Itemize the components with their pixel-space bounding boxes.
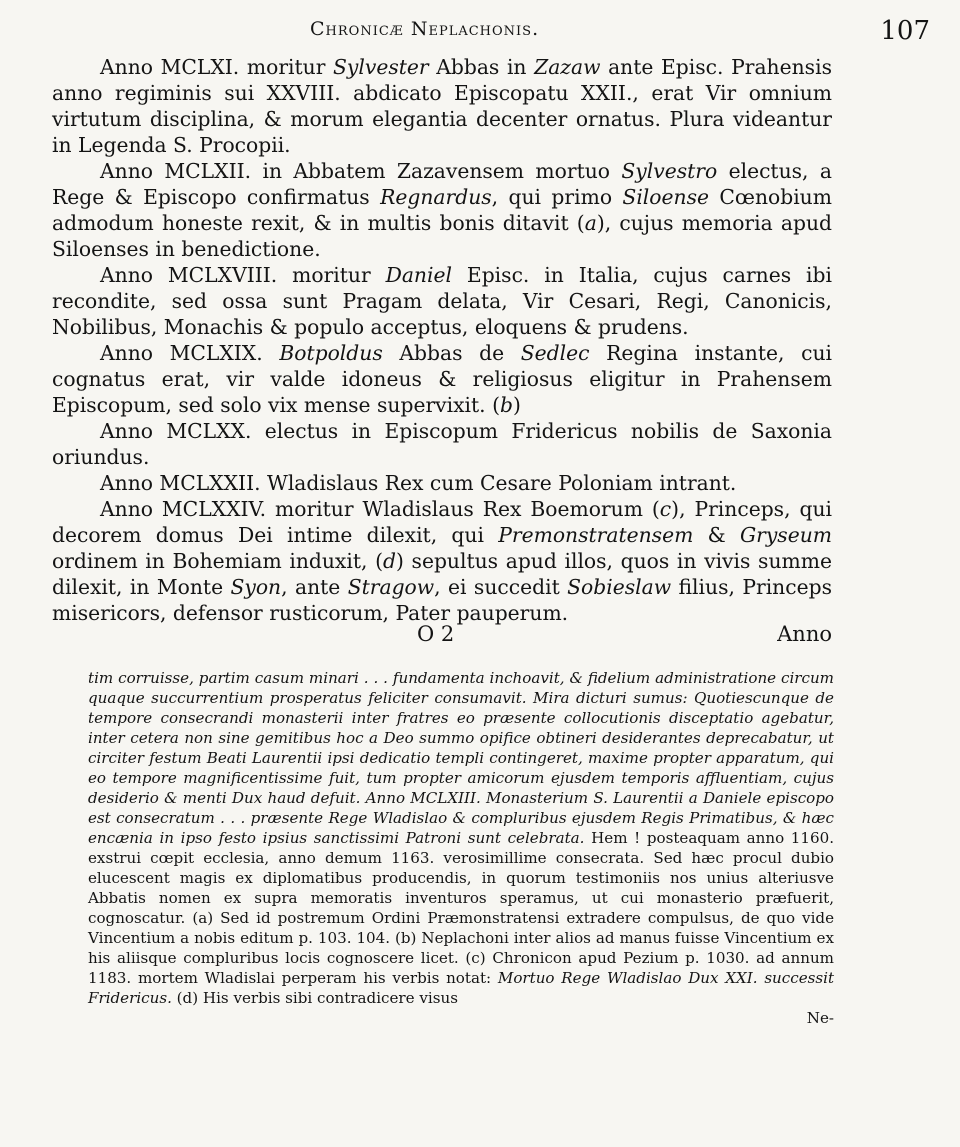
text-run: ante Episc. Prahensis anno regiminis sui XXVIII. abdicato Episcopatu XXII., erat Vir omnium virtutum disciplina, & morum elegantia decenter ornatus. Plura videantur in Legenda S. Procopii.: [52, 55, 832, 157]
italic-run: Gryseum: [739, 523, 832, 547]
italic-run: Daniel: [385, 263, 452, 287]
text-run: ): [512, 393, 521, 417]
text-run: Anno MCLXII. in Abbatem Zazavensem mortuo: [100, 159, 622, 183]
main-text: [52, 54, 832, 626]
running-header: [40, 16, 930, 48]
italic-run: Mortuo Rege Wladislao Dux XXI. successit Fridericus.: [88, 969, 835, 1007]
text-run: ordinem in Bohemiam induxit, (: [52, 549, 383, 573]
italic-run: tim corruisse, partim casum minari . . . fundamenta inchoavit, & fidelium administratione circum quaque succurrentium prosperatus feliciter consumavit. Mira dicturi sumus: Quotiescunque de tempore consecrandi monasterii inter fratres eo præsente collocutionis disceptatio agebatur, inter cetera non sine gemitibus hoc a Deo summo opifice obtineri desiderantes deprecabatur, ut circiter festum Beati Laurentii ipsi dedicatio templi contingeret, maxime propter apparatum, qui eo tempore magnificentissime fuit, tum propter amicorum ejusdem temporis affluentiam, cujus desiderio & menti Dux haud defuit. Anno MCLXIII. Monasterium S. Laurentii a Daniele episcopo est consecratum . . . præsente Rege Wladislao & compluribus ejusdem Regis Primatibus, & hæc encænia in ipso festo ipsius sanctissimi Patroni sunt celebrata.: [88, 669, 834, 847]
annal-entry: [52, 340, 832, 418]
footnotes: [88, 668, 834, 1028]
text-run: Anno MCLXI. moritur: [100, 55, 334, 79]
italic-run: Regnardus: [380, 185, 492, 209]
text-run: Cœnobium admodum honeste rexit, & in multis bonis ditavit (: [52, 185, 832, 235]
italic-run: Syon: [230, 575, 282, 599]
signature-line: [52, 622, 832, 652]
annal-entry: [52, 158, 832, 262]
italic-run: Sylvestro: [621, 159, 718, 183]
italic-run: d: [383, 549, 396, 573]
running-title: Chronicæ Neplachonis.: [310, 18, 540, 40]
annal-entry: [52, 54, 832, 158]
footnote-catchword: Ne-: [806, 1009, 834, 1027]
italic-run: Sedlec: [520, 341, 590, 365]
text-run: Abbas de: [382, 341, 521, 365]
annal-entry: [52, 262, 832, 340]
text-run: , ante: [281, 575, 348, 599]
annal-entry: [52, 470, 832, 496]
text-run: Episc. in Italia, cujus carnes ibi recondite, sed ossa sunt Pragam delata, Vir Cesari, Regi, Canonicis, Nobilibus, Monachis & populo acceptus, eloquens & prudens.: [52, 263, 833, 339]
page-number: 107: [880, 16, 930, 46]
signature-mark: O 2: [417, 622, 455, 646]
text-run: Anno MCLXXII. Wladislaus Rex cum Cesare Poloniam intrant.: [100, 471, 737, 495]
annal-entry: [52, 496, 832, 626]
text-run: ) sepultus apud illos, quos in vivis summe dilexit, in Monte: [52, 549, 832, 599]
italic-run: Premonstratensem: [498, 523, 694, 547]
italic-run: Siloense: [622, 185, 709, 209]
text-run: Regina instante, cui cognatus erat, vir valde idoneus & religiosus eligitur in Prahensem Episcopum, sed solo vix mense supervixit. (: [52, 341, 832, 417]
text-run: Anno MCLXIX.: [100, 341, 280, 365]
italic-run: Zazaw: [534, 55, 601, 79]
italic-run: b: [499, 393, 513, 417]
text-run: ), Princeps, qui decorem domus Dei intime dilexit, qui: [52, 497, 832, 547]
italic-run: a: [584, 211, 597, 235]
text-run: Anno MCLXXIV. moritur Wladislaus Rex Boemorum (: [100, 497, 660, 521]
text-run: Anno MCLXX. electus in Episcopum Fridericus nobilis de Saxonia oriundus.: [52, 419, 832, 469]
italic-run: Botpoldus: [279, 341, 383, 365]
text-run: , ei succedit: [434, 575, 568, 599]
italic-run: Sobieslaw: [567, 575, 672, 599]
text-run: Hem ! posteaquam anno 1160. exstrui cœpit ecclesia, anno demum 1163. verosimillime consecrata. Sed hæc procul dubio elucescent magis ex diplomatibus producendis, in quorum testimoniis nos unius alteriusve Abbatis nomen ex supra memoratis inventuros speramus, ut cui monasterio præfuerit, cognoscatur. (a) Sed id postremum Ordini Præmonstratensi extradere compulsus, de quo vide Vincentium a nobis editum p. 103. 104. (b) Neplachoni inter alios ad manus fuisse Vincentium ex his aliisque compluribus locis cognoscere licet. (c) Chronicon apud Pezium p. 1030. ad annum 1183. mortem Wladislai perperam his verbis notat:: [88, 829, 834, 987]
text-run: Abbas in: [428, 55, 535, 79]
text-run: ), cujus memoria apud Siloenses in benedictione.: [52, 211, 833, 261]
text-run: Anno MCLXVIII. moritur: [100, 263, 386, 287]
catchword: Anno: [777, 622, 832, 646]
italic-run: Sylvester: [333, 55, 429, 79]
italic-run: Stragow: [347, 575, 435, 599]
text-run: , qui primo: [491, 185, 623, 209]
annal-entry: [52, 418, 832, 470]
footnote-text: [88, 668, 834, 1008]
text-run: &: [693, 523, 740, 547]
text-run: (d) His verbis sibi contradicere visus: [171, 989, 458, 1007]
text-run: electus, a Rege & Episcopo confirmatus: [52, 159, 832, 209]
italic-run: c: [659, 497, 672, 521]
text-run: filius, Princeps misericors, defensor rusticorum, Pater pauperum.: [52, 575, 832, 625]
